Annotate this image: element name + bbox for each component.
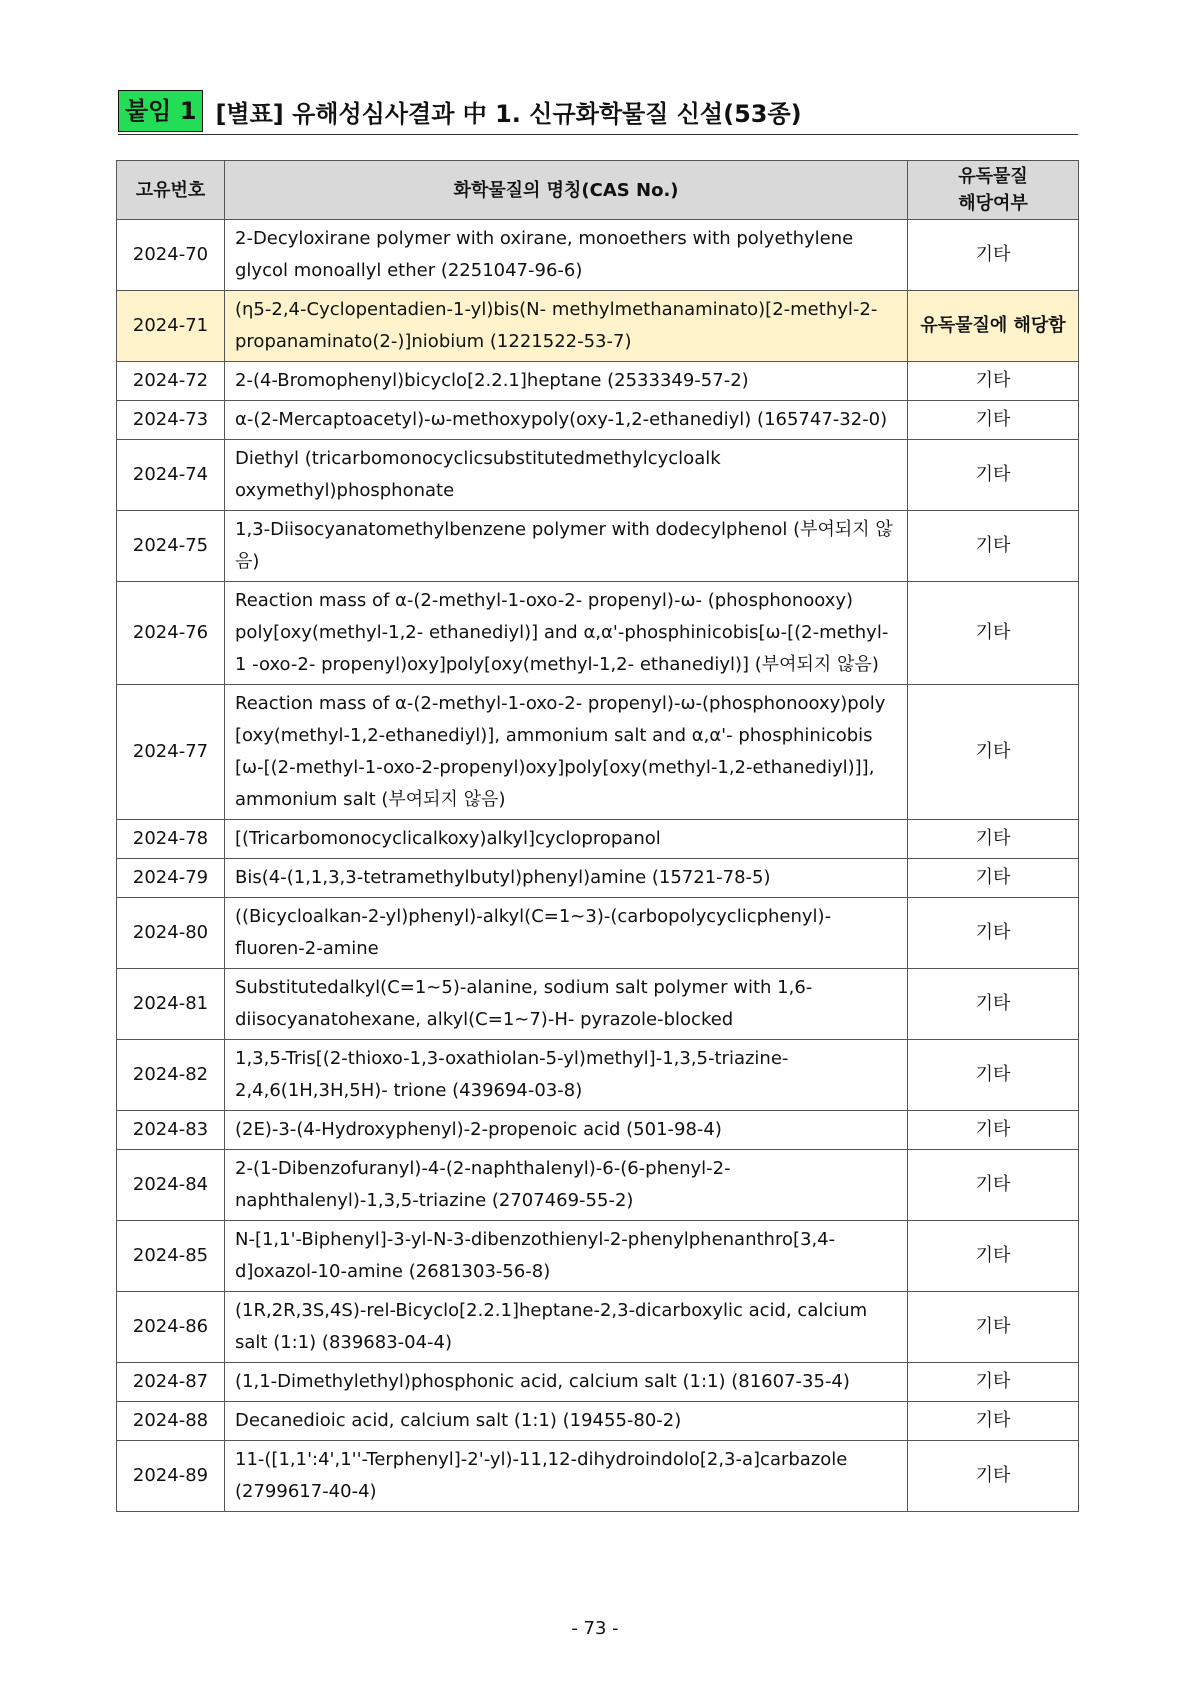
row-chemical-name: (η5-2,4-Cyclopentadien-1-yl)bis(N- methylmethanaminato)[2-methyl-2-propanaminato(2-)]niobium (1221522-53-7) — [225, 291, 908, 362]
row-id: 2024-84 — [117, 1150, 225, 1221]
row-toxic-flag: 기타 — [908, 1292, 1079, 1363]
row-id: 2024-83 — [117, 1111, 225, 1150]
row-toxic-flag: 기타 — [908, 582, 1079, 685]
row-chemical-name: N-[1,1'-Biphenyl]-3-yl-N-3-dibenzothienyl-2-phenylphenanthro[3,4-d]oxazol-10-amine (2681303-56-8) — [225, 1221, 908, 1292]
table-row — [117, 1040, 1079, 1111]
row-id: 2024-85 — [117, 1221, 225, 1292]
row-chemical-name: 11-([1,1':4',1''-Terphenyl]-2'-yl)-11,12-dihydroindolo[2,3-a]carbazole (2799617-40-4) — [225, 1441, 908, 1512]
page-number: - 73 - — [571, 1618, 619, 1639]
chemical-substances-table — [116, 160, 1079, 1512]
row-id: 2024-78 — [117, 820, 225, 859]
row-toxic-flag: 기타 — [908, 401, 1079, 440]
row-toxic-flag: 기타 — [908, 511, 1079, 582]
table-row — [117, 1441, 1079, 1512]
row-toxic-flag: 기타 — [908, 1441, 1079, 1512]
table-row — [117, 1292, 1079, 1363]
table-row — [117, 291, 1079, 362]
row-chemical-name: Reaction mass of α-(2-methyl-1-oxo-2- propenyl)-ω- (phosphonooxy) poly[oxy(methyl-1,2- ethanediyl)] and α,α'-phosphinicobis[ω-[(2-methyl-1 -oxo-2- propenyl)oxy]poly[oxy(methyl-1,2- ethanediyl)] (부여되지 않음) — [225, 582, 908, 685]
row-chemical-name: (1,1-Dimethylethyl)phosphonic acid, calcium salt (1:1) (81607-35-4) — [225, 1363, 908, 1402]
table-row — [117, 1221, 1079, 1292]
row-toxic-flag: 기타 — [908, 1150, 1079, 1221]
row-chemical-name: (2E)-3-(4-Hydroxyphenyl)-2-propenoic acid (501-98-4) — [225, 1111, 908, 1150]
row-toxic-flag: 기타 — [908, 1111, 1079, 1150]
title-text: [별표] 유해성심사결과 中 1. 신규화학물질 신설(53종) — [215, 99, 802, 128]
row-toxic-flag: 기타 — [908, 220, 1079, 291]
table-row — [117, 440, 1079, 511]
attachment-tag: 붙임 1 — [118, 90, 203, 132]
row-chemical-name: (1R,2R,3S,4S)-rel-Bicyclo[2.2.1]heptane-2,3-dicarboxylic acid, calcium salt (1:1) (839683-04-4) — [225, 1292, 908, 1363]
table-row — [117, 1402, 1079, 1441]
table-row — [117, 859, 1079, 898]
row-chemical-name: Diethyl (tricarbomonocyclicsubstitutedmethylcycloalk oxymethyl)phosphonate — [225, 440, 908, 511]
table-row — [117, 685, 1079, 820]
row-id: 2024-87 — [117, 1363, 225, 1402]
row-id: 2024-74 — [117, 440, 225, 511]
table-row — [117, 969, 1079, 1040]
row-toxic-flag: 기타 — [908, 820, 1079, 859]
row-toxic-flag: 기타 — [908, 1402, 1079, 1441]
row-chemical-name: Decanedioic acid, calcium salt (1:1) (19455-80-2) — [225, 1402, 908, 1441]
row-toxic-flag: 기타 — [908, 1363, 1079, 1402]
row-chemical-name: 1,3-Diisocyanatomethylbenzene polymer with dodecylphenol (부여되지 않음) — [225, 511, 908, 582]
row-toxic-flag: 기타 — [908, 362, 1079, 401]
row-chemical-name: α-(2-Mercaptoacetyl)-ω-methoxypoly(oxy-1,2-ethanediyl) (165747-32-0) — [225, 401, 908, 440]
row-chemical-name: 2-(1-Dibenzofuranyl)-4-(2-naphthalenyl)-6-(6-phenyl-2-naphthalenyl)-1,3,5-triazine (2707469-55-2) — [225, 1150, 908, 1221]
table-row — [117, 582, 1079, 685]
header-id: 고유번호 — [117, 161, 225, 220]
row-id: 2024-75 — [117, 511, 225, 582]
row-id: 2024-89 — [117, 1441, 225, 1512]
row-toxic-flag: 기타 — [908, 1221, 1079, 1292]
row-id: 2024-77 — [117, 685, 225, 820]
page-title — [118, 88, 1078, 135]
row-chemical-name: 2-(4-Bromophenyl)bicyclo[2.2.1]heptane (2533349-57-2) — [225, 362, 908, 401]
row-chemical-name: Bis(4-(1,1,3,3-tetramethylbutyl)phenyl)amine (15721-78-5) — [225, 859, 908, 898]
row-chemical-name: Reaction mass of α-(2-methyl-1-oxo-2- propenyl)-ω-(phosphonooxy)poly [oxy(methyl-1,2-ethanediyl)], ammonium salt and α,α'- phosphinicobis [ω-[(2-methyl-1-oxo-2-propenyl)oxy]poly[oxy(methyl-1,2-ethanediyl)]], ammonium salt (부여되지 않음) — [225, 685, 908, 820]
row-toxic-flag: 기타 — [908, 1040, 1079, 1111]
table-row — [117, 362, 1079, 401]
header-toxic: 유독물질 해당여부 — [908, 161, 1079, 220]
row-id: 2024-88 — [117, 1402, 225, 1441]
header-name: 화학물질의 명칭(CAS No.) — [225, 161, 908, 220]
table-row — [117, 820, 1079, 859]
row-id: 2024-71 — [117, 291, 225, 362]
row-toxic-flag: 기타 — [908, 440, 1079, 511]
row-toxic-flag: 기타 — [908, 859, 1079, 898]
row-chemical-name: ((Bicycloalkan-2-yl)phenyl)-alkyl(C=1~3)-(carbopolycyclicphenyl)-fluoren-2-amine — [225, 898, 908, 969]
table-row — [117, 220, 1079, 291]
row-id: 2024-72 — [117, 362, 225, 401]
row-chemical-name: Substitutedalkyl(C=1~5)-alanine, sodium salt polymer with 1,6-diisocyanatohexane, alkyl(C=1~7)-H- pyrazole-blocked — [225, 969, 908, 1040]
row-toxic-flag: 기타 — [908, 969, 1079, 1040]
row-toxic-flag: 기타 — [908, 685, 1079, 820]
row-chemical-name: 2-Decyloxirane polymer with oxirane, monoethers with polyethylene glycol monoallyl ether (2251047-96-6) — [225, 220, 908, 291]
row-id: 2024-81 — [117, 969, 225, 1040]
table-row — [117, 1111, 1079, 1150]
row-toxic-flag: 유독물질에 해당함 — [908, 291, 1079, 362]
table-row — [117, 1363, 1079, 1402]
row-id: 2024-79 — [117, 859, 225, 898]
table-row — [117, 511, 1079, 582]
row-chemical-name: 1,3,5-Tris[(2-thioxo-1,3-oxathiolan-5-yl)methyl]-1,3,5-triazine-2,4,6(1H,3H,5H)- trione (439694-03-8) — [225, 1040, 908, 1111]
row-chemical-name: [(Tricarbomonocyclicalkoxy)alkyl]cyclopropanol — [225, 820, 908, 859]
row-id: 2024-80 — [117, 898, 225, 969]
row-id: 2024-82 — [117, 1040, 225, 1111]
table-header-row — [117, 161, 1079, 220]
table-row — [117, 898, 1079, 969]
row-id: 2024-73 — [117, 401, 225, 440]
row-id: 2024-70 — [117, 220, 225, 291]
table-row — [117, 1150, 1079, 1221]
row-id: 2024-86 — [117, 1292, 225, 1363]
row-toxic-flag: 기타 — [908, 898, 1079, 969]
table-row — [117, 401, 1079, 440]
row-id: 2024-76 — [117, 582, 225, 685]
